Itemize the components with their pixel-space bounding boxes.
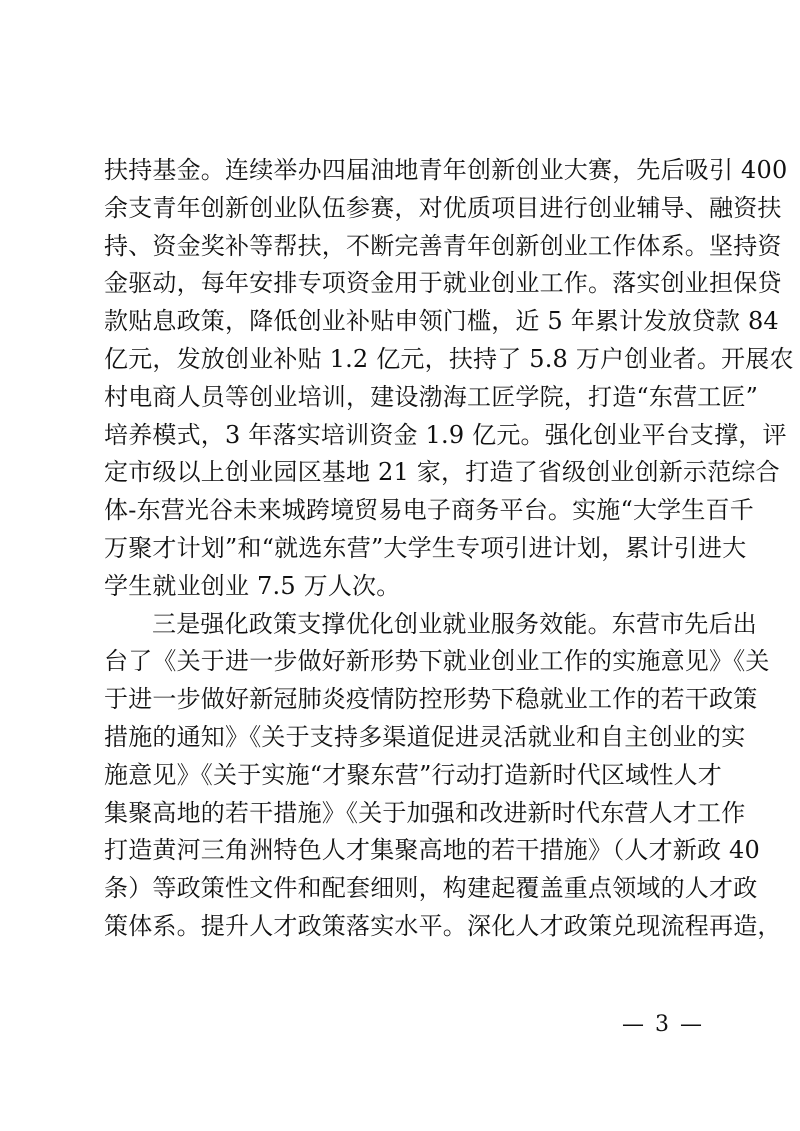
text-line: 策体系。提升人才政策落实水平。深化人才政策兑现流程再造， <box>104 911 782 940</box>
text-line: 培养模式，3 年落实培训资金 1.9 亿元。强化创业平台支撑，评 <box>104 420 787 449</box>
text-line: 持、资金奖补等帮扶，不断完善青年创新创业工作体系。坚持资 <box>104 231 782 260</box>
text-line: 于进一步做好新冠肺炎疫情防控形势下稳就业工作的若干政策 <box>104 685 758 714</box>
text-line: 打造黄河三角洲特色人才集聚高地的若干措施》（人才新政 40 <box>104 836 760 865</box>
text-line: 余支青年创新创业队伍参赛，对优质项目进行创业辅导、融资扶 <box>104 193 782 222</box>
text-line: 台了《关于进一步做好新形势下就业创业工作的实施意见》《关 <box>104 647 770 676</box>
text-line: 亿元，发放创业补贴 1.2 亿元，扶持了 5.8 万户创业者。开展农 <box>104 344 794 373</box>
text-line: 施意见》《关于实施“才聚东营”行动打造新时代区域性人才 <box>104 760 722 789</box>
text-line: 金驱动，每年安排专项资金用于就业创业工作。落实创业担保贷 <box>104 269 782 298</box>
text-line: 万聚才计划”和“就选东营”大学生专项引进计划，累计引进大 <box>104 533 747 562</box>
paragraph-2 <box>104 606 782 946</box>
text-line: 学生就业创业 7.5 万人次。 <box>104 571 401 600</box>
paragraph-1 <box>104 152 794 606</box>
text-line: 扶持基金。连续举办四届油地青年创新创业大赛，先后吸引 400 <box>104 156 788 184</box>
text-line: 村电商人员等创业培训，建设渤海工匠学院，打造“东营工匠” <box>104 382 759 411</box>
text-line: 定市级以上创业园区基地 21 家，打造了省级创业创新示范综合 <box>104 458 780 487</box>
text-line: 措施的通知》《关于支持多渠道促进灵活就业和自主创业的实 <box>104 722 746 751</box>
page-number: — 3 — <box>622 1012 704 1037</box>
text-line: 款贴息政策，降低创业补贴申领门槛，近 5 年累计发放贷款 84 <box>104 307 779 336</box>
text-line: 条）等政策性文件和配套细则，构建起覆盖重点领域的人才政 <box>104 874 758 903</box>
text-line: 集聚高地的若干措施》《关于加强和改进新时代东营人才工作 <box>104 798 746 827</box>
body-text <box>104 152 794 946</box>
text-line: 三是强化政策支撑优化创业就业服务效能。东营市先后出 <box>152 609 757 638</box>
text-line: 体-东营光谷未来城跨境贸易电子商务平台。实施“大学生百千 <box>104 496 754 525</box>
